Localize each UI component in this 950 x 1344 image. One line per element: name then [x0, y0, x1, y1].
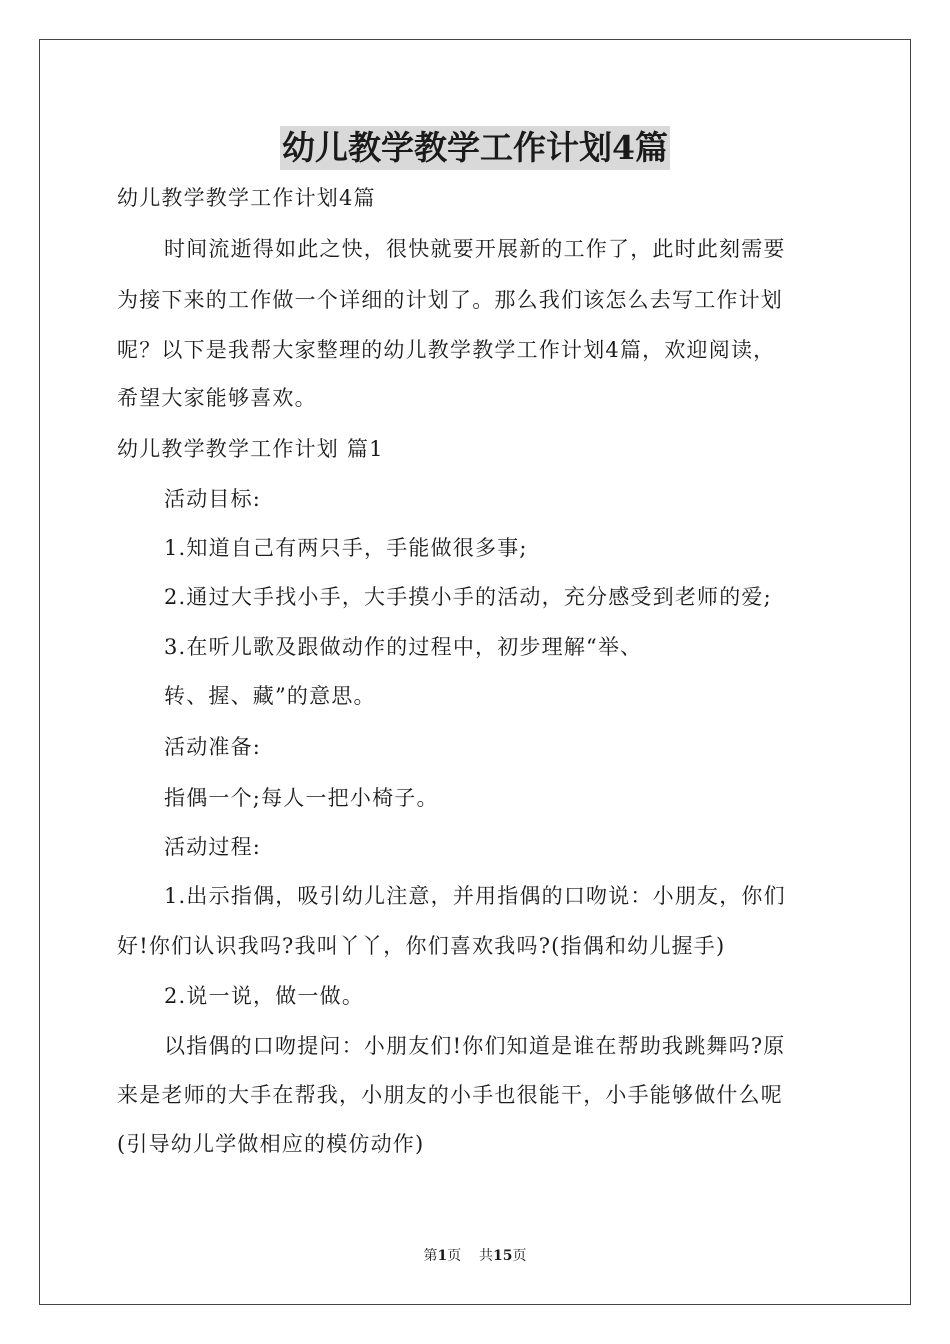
prep-heading: 活动准备:: [164, 735, 262, 759]
process-heading: 活动过程:: [164, 835, 262, 859]
page-footer: [0, 1246, 950, 1266]
page-border: [39, 39, 911, 1305]
goal-item-3: 3.在听儿歌及跟做动作的过程中，初步理解“举、: [164, 635, 643, 659]
footer-total-suffix: 页: [512, 1248, 527, 1264]
title-container: [0, 126, 950, 170]
process-line-2: 好!你们认识我吗?我叫丫丫，你们喜欢我吗?(指偶和幼儿握手): [117, 934, 726, 958]
document-title: 幼儿教学教学工作计划4篇: [280, 126, 670, 170]
intro-line-2: 为接下来的工作做一个详细的计划了。那么我们该怎么去写工作计划: [117, 288, 783, 312]
footer-page-suffix: 页: [447, 1248, 462, 1264]
document-subtitle: 幼儿教学教学工作计划4篇: [117, 186, 376, 210]
footer-total-prefix: 共: [479, 1248, 494, 1264]
goal-item-1: 1.知道自己有两只手，手能做很多事;: [164, 536, 528, 560]
section-heading: 幼儿教学教学工作计划 篇1: [117, 437, 384, 461]
process-line-5: 来是老师的大手在帮我，小朋友的小手也很能干，小手能够做什么呢: [117, 1083, 783, 1107]
footer-page-prefix: 第: [423, 1248, 438, 1264]
process-line-1: 1.出示指偶，吸引幼儿注意，并用指偶的口吻说：小朋友，你们: [164, 884, 786, 908]
goal-item-3-continued: 转、握、藏”的意思。: [164, 684, 376, 708]
footer-total-pages: 15: [493, 1248, 513, 1264]
footer-page-number: 1: [437, 1248, 448, 1264]
process-line-4: 以指偶的口吻提问：小朋友们!你们知道是谁在帮助我跳舞吗?原: [164, 1034, 786, 1058]
intro-line-4: 希望大家能够喜欢。: [117, 386, 317, 410]
prep-text: 指偶一个;每人一把小椅子。: [164, 786, 439, 810]
intro-line-3: 呢？以下是我帮大家整理的幼儿教学教学工作计划4篇，欢迎阅读，: [117, 338, 776, 362]
intro-line-1: 时间流逝得如此之快，很快就要开展新的工作了，此时此刻需要: [164, 237, 786, 261]
goal-item-2: 2.通过大手找小手，大手摸小手的活动，充分感受到老师的爱;: [164, 585, 772, 609]
goals-heading: 活动目标:: [164, 487, 262, 511]
process-line-6: (引导幼儿学做相应的模仿动作): [117, 1132, 425, 1156]
process-line-3: 2.说一说，做一做。: [164, 984, 365, 1008]
